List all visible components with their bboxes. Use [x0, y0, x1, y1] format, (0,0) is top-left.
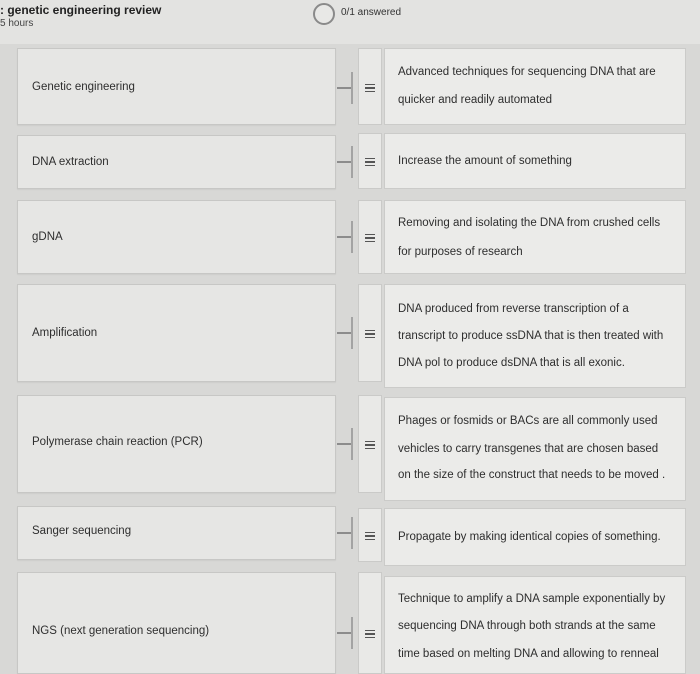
definition-card[interactable] — [384, 284, 686, 388]
definition-line: vehicles to carry transgenes that are chosen based — [398, 443, 659, 455]
connector-icon — [337, 526, 355, 540]
drag-handle[interactable] — [358, 284, 382, 382]
definition-line: DNA pol to produce dsDNA that is all exonic. — [398, 357, 625, 369]
connector-icon — [337, 155, 355, 169]
definition-line: Advanced techniques for sequencing DNA that are — [398, 66, 656, 78]
drag-handle-icon — [365, 330, 375, 338]
definition-line: sequencing DNA through both strands at the same — [398, 620, 656, 632]
term-label: Amplification — [32, 327, 98, 339]
connector-icon — [337, 230, 355, 244]
progress-ring-icon — [313, 3, 335, 25]
connector-icon — [337, 437, 355, 451]
drag-handle-icon — [365, 532, 375, 540]
term-label: gDNA — [32, 231, 63, 243]
definition-card[interactable] — [384, 48, 686, 125]
term-label: NGS (next generation sequencing) — [32, 625, 210, 637]
drag-handle-icon — [365, 158, 375, 166]
term-label: DNA extraction — [32, 156, 109, 168]
drag-handle[interactable] — [358, 395, 382, 493]
definition-line: for purposes of research — [398, 246, 523, 258]
drag-handle[interactable] — [358, 48, 382, 125]
drag-handle-icon — [365, 234, 375, 242]
definition-line: Removing and isolating the DNA from crushed cells — [398, 217, 661, 229]
definition-line: Technique to amplify a DNA sample exponentially by — [398, 593, 666, 605]
term-card[interactable] — [17, 135, 336, 189]
definition-line: transcript to produce ssDNA that is then treated with — [398, 330, 664, 342]
term-label: Genetic engineering — [32, 81, 135, 93]
definition-line: Propagate by making identical copies of something. — [398, 531, 661, 543]
definition-card[interactable] — [384, 133, 686, 189]
drag-handle[interactable] — [358, 508, 382, 562]
connector-icon — [337, 326, 355, 340]
term-card[interactable] — [17, 395, 336, 493]
answered-count: 0/1 answered — [341, 7, 402, 18]
connector-icon — [337, 626, 355, 640]
definition-card[interactable] — [384, 397, 686, 501]
quiz-header — [0, 0, 700, 44]
term-card[interactable] — [17, 48, 336, 125]
term-label: Polymerase chain reaction (PCR) — [32, 436, 203, 448]
definition-card[interactable] — [384, 576, 686, 674]
definition-card[interactable] — [384, 508, 686, 566]
definition-card[interactable] — [384, 200, 686, 274]
drag-handle-icon — [365, 84, 375, 92]
drag-handle[interactable] — [358, 200, 382, 274]
definition-line: quicker and readily automated — [398, 94, 553, 106]
term-label: Sanger sequencing — [32, 525, 132, 537]
drag-handle[interactable] — [358, 572, 382, 674]
definition-line: Phages or fosmids or BACs are all commonly used — [398, 415, 658, 427]
connector-icon — [337, 81, 355, 95]
definition-line: DNA produced from reverse transcription of a — [398, 303, 629, 315]
drag-handle[interactable] — [358, 133, 382, 189]
drag-handle-icon — [365, 441, 375, 449]
drag-handle-icon — [365, 630, 375, 638]
definition-line: Increase the amount of something — [398, 155, 572, 167]
term-card[interactable] — [17, 506, 336, 560]
quiz-title: : genetic engineering review — [0, 3, 162, 17]
definition-line: time based on melting DNA and allowing to renneal — [398, 648, 659, 660]
quiz-time-remaining: 5 hours — [0, 18, 34, 29]
term-card[interactable] — [17, 572, 336, 674]
term-card[interactable] — [17, 284, 336, 382]
definition-line: on the size of the construct that needs to be moved . — [398, 469, 666, 481]
term-card[interactable] — [17, 200, 336, 274]
